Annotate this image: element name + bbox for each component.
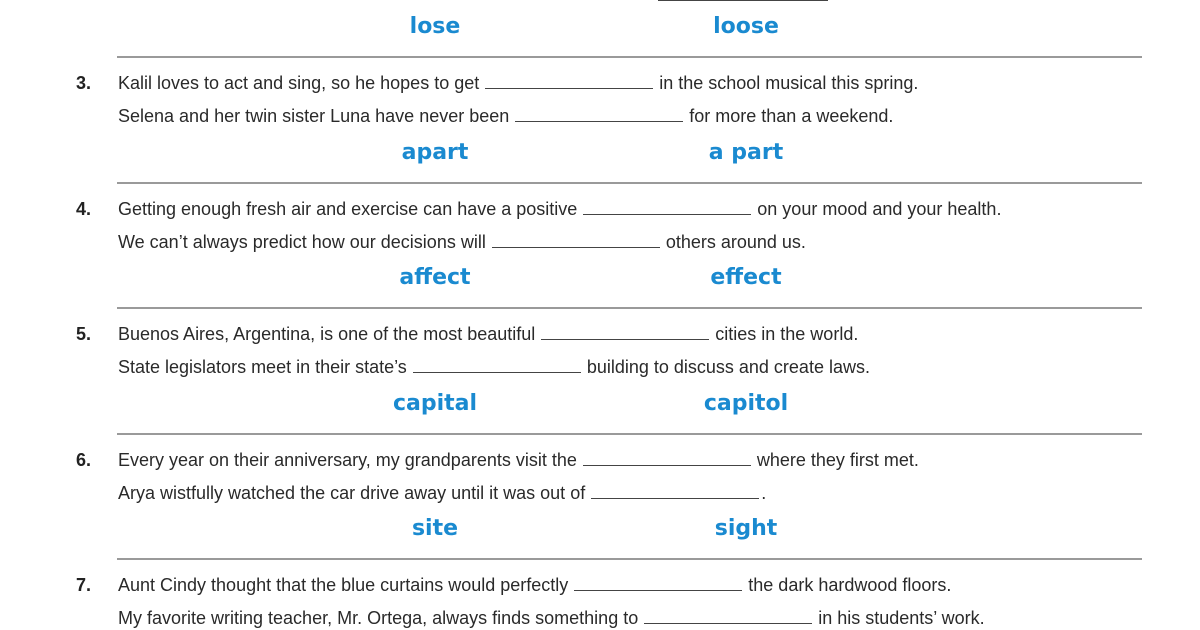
word-choice-left: capital [392, 391, 478, 416]
sentence-line [118, 232, 806, 254]
sentence-text: building to discuss and create laws. [586, 357, 870, 377]
word-choice-right: sight [714, 516, 778, 541]
item-number: 3. [76, 73, 92, 93]
sentence-text: on your mood and your health. [757, 199, 1002, 219]
item-number: 7. [76, 575, 92, 595]
sentence-text: Arya wistfully watched the car drive away until it was out of [118, 483, 586, 503]
word-choices [0, 14, 1200, 44]
sentence-text: the dark hardwood floors. [748, 575, 952, 595]
sentence-line [118, 73, 918, 95]
word-choice-right: effect [710, 265, 782, 290]
sentence-text: Selena and her twin sister Luna have never been [118, 106, 510, 126]
sentence-text: for more than a weekend. [689, 106, 894, 126]
sentence-text: Getting enough fresh air and exercise can have a positive [118, 199, 578, 219]
answer-blank[interactable] [644, 609, 812, 624]
word-choice-right: capitol [703, 391, 789, 416]
answer-blank[interactable] [515, 107, 683, 122]
answer-blank[interactable] [658, 0, 828, 1]
sentence-text: Kalil loves to act and sing, so he hopes to get [118, 73, 480, 93]
sentence-text: Aunt Cindy thought that the blue curtains would perfectly [118, 575, 569, 595]
sentence-line [118, 575, 951, 597]
answer-blank[interactable] [583, 200, 751, 215]
sentence-line [118, 324, 858, 346]
sentence-line [118, 483, 766, 505]
sentence-text: State legislators meet in their state’s [118, 357, 407, 377]
sentence-text: others around us. [665, 232, 806, 252]
answer-blank[interactable] [591, 484, 759, 499]
sentence-text: cities in the world. [715, 324, 859, 344]
answer-blank[interactable] [485, 74, 653, 89]
sentence-text: in his students’ work. [818, 608, 985, 628]
item-number: 5. [76, 324, 92, 344]
cut-off-previous-sentence [118, 0, 1118, 6]
answer-blank[interactable] [492, 233, 660, 248]
sentence-line [118, 199, 1001, 221]
item-number: 6. [76, 450, 92, 470]
sentence-text: . [761, 483, 767, 503]
sentence-line [118, 357, 870, 379]
word-choices [0, 391, 1200, 421]
word-choice-right: a part [708, 140, 784, 165]
word-choice-left: lose [409, 14, 461, 39]
word-choices [0, 265, 1200, 295]
word-choice-left: affect [399, 265, 471, 290]
sentence-line [118, 450, 919, 472]
word-choices [0, 516, 1200, 546]
sentence-text: My favorite writing teacher, Mr. Ortega, always finds something to [118, 608, 639, 628]
section-divider [117, 433, 1142, 435]
answer-blank[interactable] [574, 576, 742, 591]
word-choices [0, 140, 1200, 170]
section-divider [117, 558, 1142, 560]
answer-blank[interactable] [541, 325, 709, 340]
word-choice-left: apart [401, 140, 469, 165]
word-choice-right: loose [713, 14, 779, 39]
sentence-text: Buenos Aires, Argentina, is one of the most beautiful [118, 324, 536, 344]
section-divider [117, 56, 1142, 58]
section-divider [117, 182, 1142, 184]
section-divider [117, 307, 1142, 309]
sentence-line [118, 608, 985, 630]
sentence-text: Every year on their anniversary, my grandparents visit the [118, 450, 577, 470]
sentence-text: in the school musical this spring. [659, 73, 919, 93]
sentence-line [118, 106, 893, 128]
sentence-text: where they first met. [756, 450, 919, 470]
word-choice-left: site [411, 516, 459, 541]
answer-blank[interactable] [413, 358, 581, 373]
item-number: 4. [76, 199, 92, 219]
sentence-text: We can’t always predict how our decisions will [118, 232, 486, 252]
answer-blank[interactable] [583, 451, 751, 466]
